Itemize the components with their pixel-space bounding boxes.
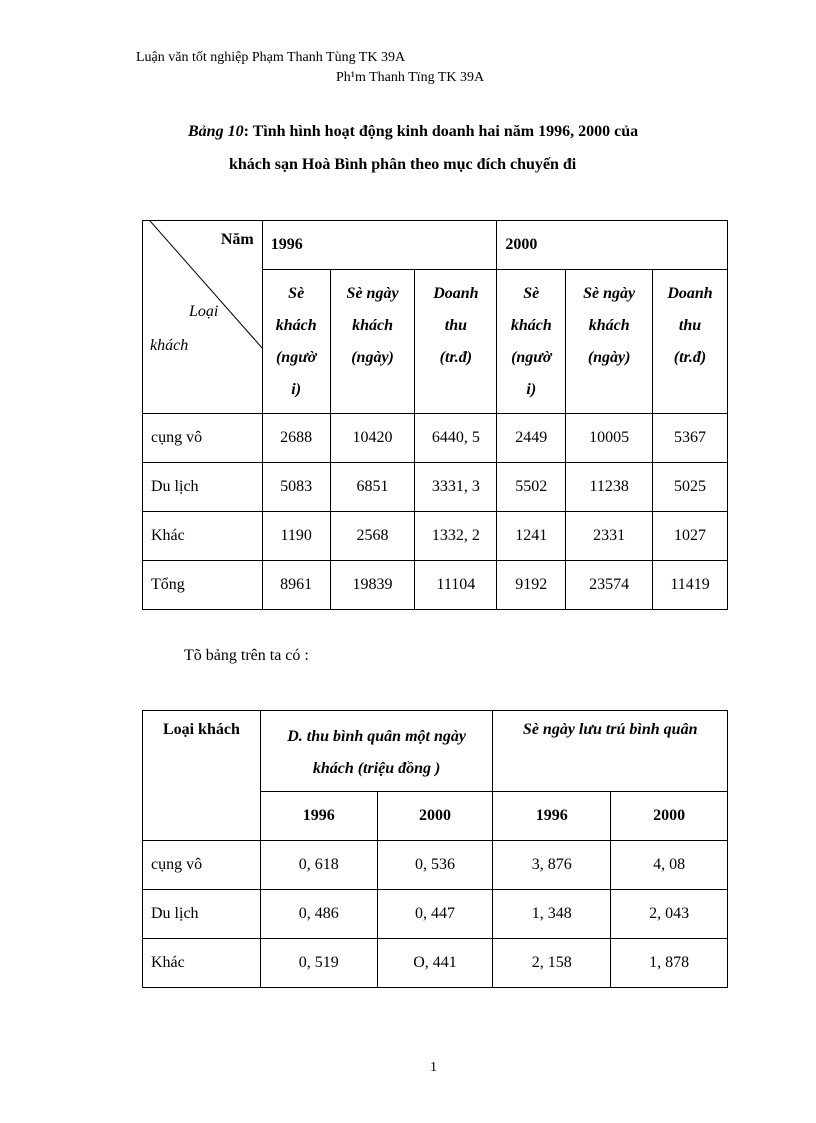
year-header: 1996 bbox=[260, 792, 377, 841]
business-table-by-purpose bbox=[142, 220, 728, 610]
column-header: Sè khách (ngườ i) bbox=[497, 270, 566, 414]
year-header: 2000 bbox=[377, 792, 493, 841]
column-header: Sè ngày khách (ngày) bbox=[566, 270, 653, 414]
column-header: Sè khách (ngườ i) bbox=[262, 270, 330, 414]
table-row: Du lịch 0, 486 0, 447 1, 348 2, 043 bbox=[143, 890, 728, 939]
column-header: Doanh thu (tr.đ) bbox=[653, 270, 728, 414]
table-row: cụng vô 0, 618 0, 536 3, 876 4, 08 bbox=[143, 841, 728, 890]
table-caption-line2: khách sạn Hoà Bình phân theo mục đích chuyến đi bbox=[229, 156, 577, 173]
page-number: 1 bbox=[430, 1060, 437, 1075]
corner-year-label: Năm bbox=[220, 231, 254, 248]
running-header-garbled: Ph¹m Thanh Tïng TK 39A bbox=[336, 70, 485, 85]
group-header-stay: Sè ngày lưu trú bình quân bbox=[493, 711, 728, 792]
running-header: Luận văn tốt nghiệp Phạm Thanh Tùng TK 39A bbox=[136, 50, 406, 65]
table-label: Bảng 10 bbox=[188, 123, 244, 140]
intro-text: Tõ bảng trên ta có : bbox=[184, 647, 309, 664]
year-header: 2000 bbox=[611, 792, 728, 841]
table-caption-line1: Bảng 10: Tình hình hoạt động kinh doanh hai năm 1996, 2000 của bbox=[188, 123, 639, 140]
column-header: Sè ngày khách (ngày) bbox=[330, 270, 415, 414]
corner-type-label2: khách bbox=[150, 337, 189, 354]
year-header: 1996 bbox=[262, 221, 497, 270]
corner-header: Loại khách bbox=[143, 711, 261, 841]
table-row: cụng vô 2688 10420 6440, 5 2449 10005 5367 bbox=[143, 414, 728, 463]
table-row: Khác 0, 519 O, 441 2, 158 1, 878 bbox=[143, 939, 728, 988]
year-header: 2000 bbox=[497, 221, 728, 270]
corner-type-label: Loại bbox=[189, 303, 219, 320]
table-corner-cell bbox=[143, 221, 263, 414]
year-header: 1996 bbox=[493, 792, 611, 841]
table-row: Du lịch 5083 6851 3331, 3 5502 11238 5025 bbox=[143, 463, 728, 512]
table-row: Khác 1190 2568 1332, 2 1241 2331 1027 bbox=[143, 512, 728, 561]
average-revenue-stay-table bbox=[142, 710, 728, 988]
group-header-revenue: D. thu bình quân một ngày khách (triệu đồng ) bbox=[260, 711, 493, 792]
column-header: Doanh thu (tr.đ) bbox=[415, 270, 497, 414]
table-row: Tổng 8961 19839 11104 9192 23574 11419 bbox=[143, 561, 728, 610]
